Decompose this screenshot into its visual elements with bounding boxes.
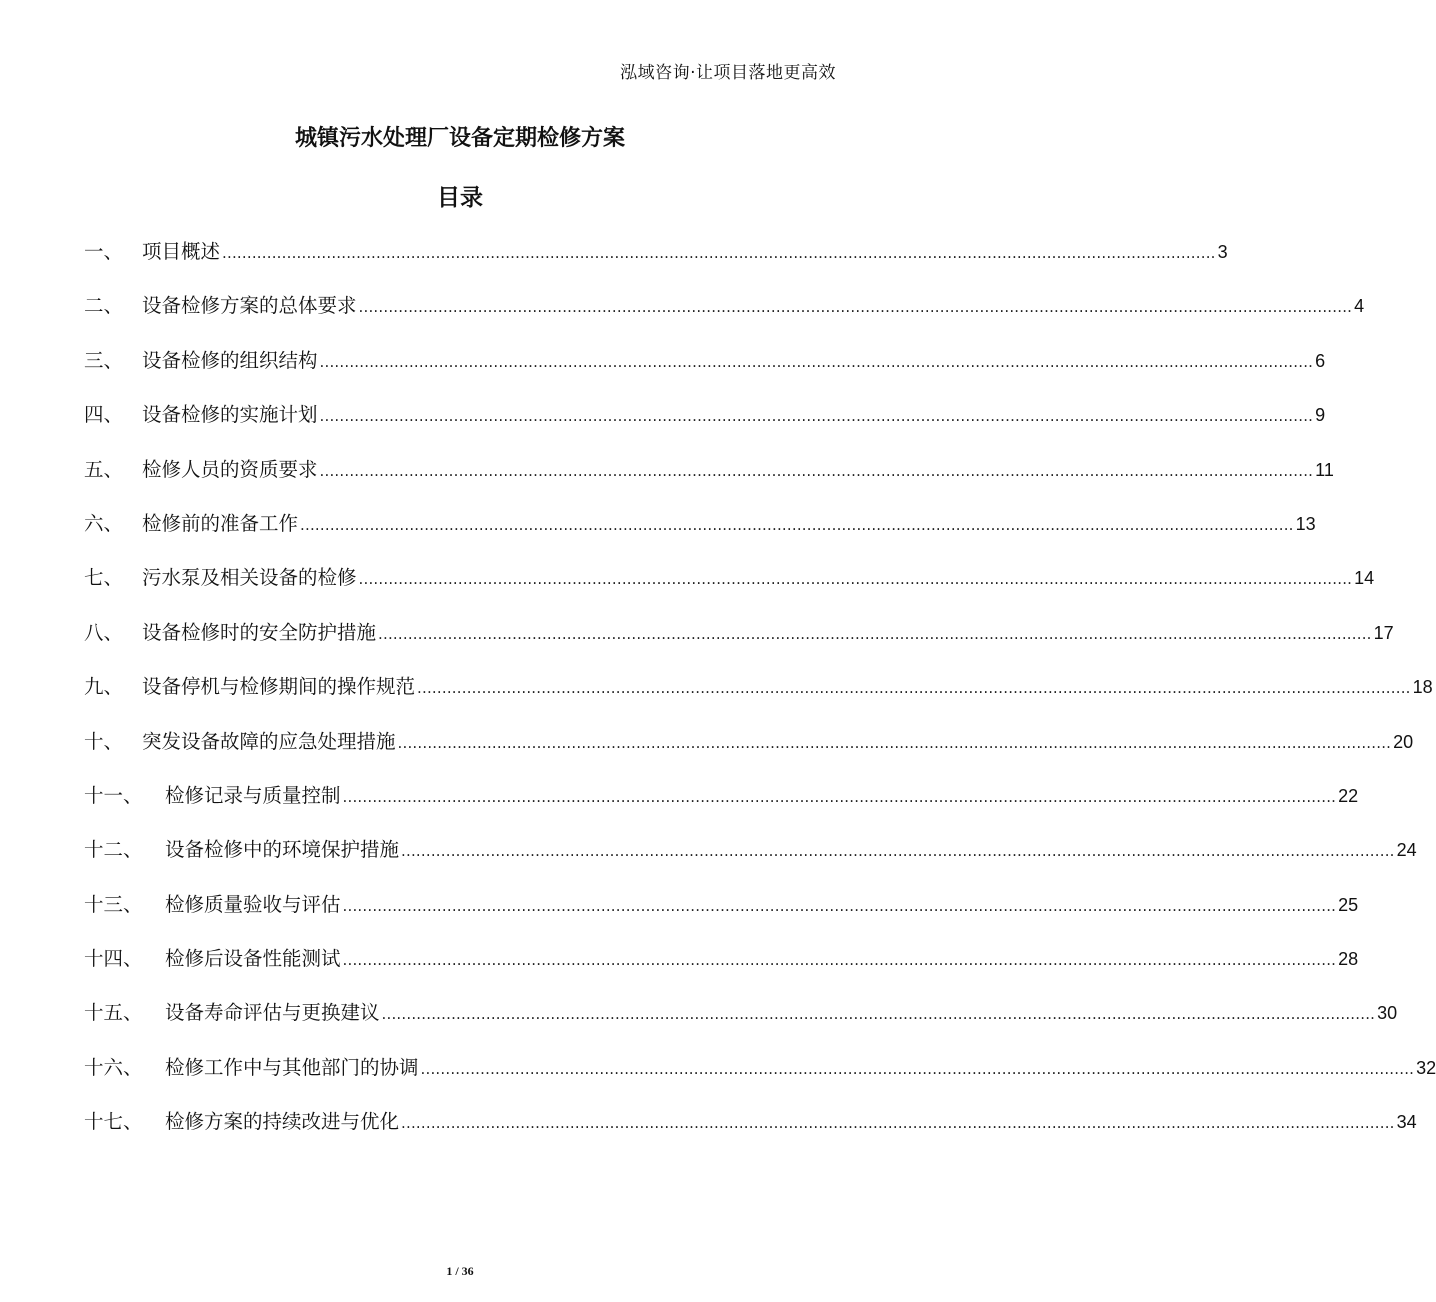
toc-dot-leader: ........................................................................................................................................................................................................ (342, 951, 1337, 970)
toc-heading: 目录 (437, 185, 483, 211)
toc-entry-page: 28 (1338, 949, 1359, 970)
toc-dot-leader: ........................................................................................................................................................................................................ (401, 1114, 1395, 1133)
toc-entry[interactable] (84, 997, 1398, 1051)
toc-dot-leader: ........................................................................................................................................................................................................ (358, 570, 1353, 589)
toc-entry-title: 设备寿命评估与更换建议 (165, 1001, 380, 1025)
toc-entry-page: 9 (1315, 405, 1326, 426)
toc-entry-title: 检修方案的持续改进与优化 (165, 1110, 400, 1134)
toc-entry-title: 设备检修的实施计划 (142, 403, 318, 427)
toc-entry[interactable] (84, 780, 1359, 834)
toc-entry[interactable] (84, 345, 1326, 399)
document-title: 城镇污水处理厂设备定期检修方案 (294, 126, 625, 151)
toc-dot-leader: ........................................................................................................................................................................................................ (319, 352, 1314, 371)
toc-entry-page: 3 (1217, 242, 1228, 262)
toc-dot-leader: ........................................................................................................................................................................................................ (381, 1005, 1376, 1024)
page-number-indicator: 1 / 36 (446, 1264, 474, 1278)
toc-entry-title: 设备检修中的环境保护措施 (165, 838, 400, 862)
toc-entry[interactable] (84, 1106, 1417, 1160)
toc-entry[interactable] (84, 236, 1228, 290)
toc-dot-leader: ........................................................................................................................................................................................................ (378, 624, 1372, 643)
toc-dot-leader: ........................................................................................................................................................................................................ (397, 733, 1392, 752)
toc-dot-leader: ........................................................................................................................................................................................................ (358, 298, 1353, 317)
toc-entry[interactable] (84, 454, 1334, 508)
toc-dot-leader: ........................................................................................................................................................................................................ (300, 515, 1294, 534)
toc-entry[interactable] (84, 290, 1365, 344)
toc-entry-number: 四、 (84, 403, 124, 427)
toc-entry-page: 14 (1354, 568, 1375, 589)
toc-entry-number: 十二、 (84, 838, 143, 862)
toc-dot-leader: ........................................................................................................................................................................................................ (319, 461, 1314, 480)
toc-entry-page: 13 (1295, 513, 1316, 534)
toc-dot-leader: ........................................................................................................................................................................................................ (342, 896, 1337, 915)
toc-entry-number: 十四、 (84, 947, 143, 971)
toc-entry[interactable] (84, 617, 1394, 671)
toc-entry[interactable] (84, 889, 1359, 943)
toc-entry-title: 突发设备故障的应急处理措施 (142, 729, 396, 753)
toc-entry-title: 检修后设备性能测试 (165, 947, 341, 971)
toc-entry-title: 检修工作中与其他部门的协调 (165, 1055, 419, 1079)
toc-entry-number: 六、 (84, 511, 124, 535)
toc-dot-leader: ........................................................................................................................................................................................................ (222, 244, 1216, 262)
toc-entry[interactable] (84, 1052, 1436, 1106)
toc-entry-page: 18 (1412, 677, 1433, 698)
toc-entry-number: 九、 (84, 675, 124, 699)
toc-entry-number: 十、 (84, 729, 124, 753)
toc-entry-number: 五、 (84, 457, 124, 481)
toc-entry-number: 十一、 (84, 783, 143, 807)
toc-entry-title: 检修人员的资质要求 (142, 457, 318, 481)
toc-entry-number: 十七、 (84, 1110, 143, 1134)
toc-entry[interactable] (84, 508, 1316, 562)
header-slogan: 泓域咨询·让项目落地更高效 (620, 63, 836, 83)
toc-dot-leader: ........................................................................................................................................................................................................ (319, 407, 1314, 426)
toc-entry-page: 32 (1416, 1057, 1436, 1078)
toc-entry-page: 25 (1338, 894, 1359, 915)
toc-entry-number: 十三、 (84, 892, 143, 916)
toc-entry[interactable] (84, 726, 1414, 780)
toc-entry[interactable] (84, 671, 1433, 725)
toc-entry-number: 十五、 (84, 1001, 143, 1025)
toc-entry-number: 一、 (84, 240, 124, 263)
toc-entry-page: 20 (1393, 731, 1414, 752)
toc-dot-leader: ........................................................................................................................................................................................................ (401, 842, 1395, 861)
toc-entry-page: 11 (1315, 459, 1334, 480)
toc-entry-number: 八、 (84, 620, 124, 644)
toc-entry-number: 十六、 (84, 1055, 143, 1079)
toc-entry-title: 检修前的准备工作 (142, 511, 299, 535)
toc-entry-number: 七、 (84, 566, 124, 590)
toc-entry-title: 检修质量验收与评估 (165, 892, 341, 916)
toc-entry[interactable] (84, 943, 1359, 997)
toc-entry-title: 检修记录与质量控制 (165, 783, 341, 807)
toc-entry-page: 4 (1354, 296, 1365, 317)
toc-entry-title: 设备检修时的安全防护措施 (142, 620, 377, 644)
toc-entry-page: 34 (1396, 1112, 1417, 1133)
toc-entry[interactable] (84, 562, 1375, 616)
toc-entry-title: 设备检修的组织结构 (142, 348, 318, 372)
toc-entry-title: 污水泵及相关设备的检修 (142, 566, 357, 590)
toc-entry-title: 设备停机与检修期间的操作规范 (142, 675, 416, 699)
table-of-contents (84, 236, 1436, 1161)
toc-entry-page: 24 (1396, 840, 1417, 861)
toc-entry-number: 三、 (84, 348, 124, 372)
toc-entry-page: 6 (1315, 350, 1326, 371)
toc-entry-number: 二、 (84, 294, 124, 318)
toc-entry-page: 17 (1373, 622, 1394, 643)
toc-entry-title: 项目概述 (142, 240, 221, 263)
toc-dot-leader: ........................................................................................................................................................................................................ (342, 787, 1337, 806)
toc-entry-page: 30 (1377, 1003, 1398, 1024)
toc-dot-leader: ........................................................................................................................................................................................................ (417, 679, 1411, 698)
toc-entry-title: 设备检修方案的总体要求 (142, 294, 357, 318)
toc-dot-leader: ........................................................................................................................................................................................................ (420, 1059, 1415, 1078)
toc-entry[interactable] (84, 399, 1326, 453)
toc-entry-page: 22 (1338, 785, 1359, 806)
toc-entry[interactable] (84, 834, 1417, 888)
